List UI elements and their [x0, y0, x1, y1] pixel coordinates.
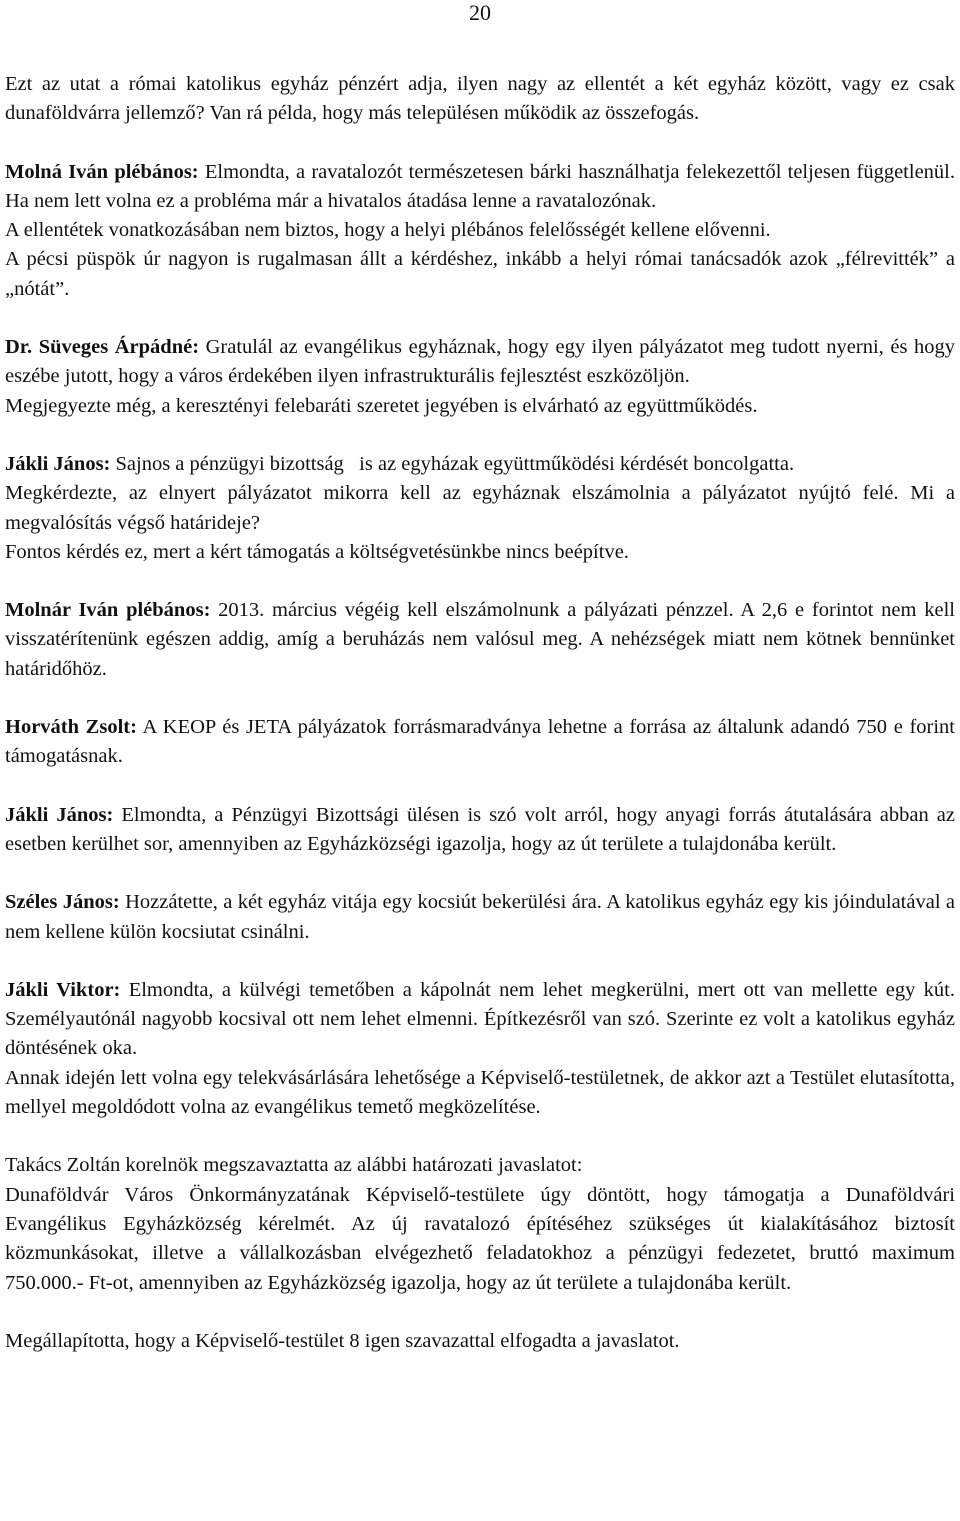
- paragraph-text: Elmondta, a Pénzügyi Bizottsági ülésen is szó volt arról, hogy anyagi forrás átutalására abban az esetben kerülhet sor, amennyiben az Egyházközségi igazolja, hogy az út területe a tulajdonába került.: [5, 803, 955, 855]
- paragraph: [5, 1327, 955, 1356]
- paragraph: [5, 245, 955, 304]
- speaker-name: Jákli János:: [5, 452, 111, 475]
- paragraph-text: Megállapította, hogy a Képviselő-testület 8 igen szavazattal elfogadta a javaslatot.: [5, 1329, 680, 1352]
- speaker-name: Jákli János:: [5, 803, 114, 826]
- paragraph: [5, 158, 955, 217]
- page-number: 20: [469, 0, 491, 25]
- paragraph-text: Elmondta, a külvégi temetőben a kápolnát nem lehet megkerülni, mert ott van mellette egy kút. Személyautónál nagyobb kocsival ott nem lehet elmenni. Építkezésről van szó. Szerinte ez volt a katolikus egyház döntésének oka.: [5, 978, 955, 1060]
- paragraph-text: Hozzátette, a két egyház vitája egy kocsiút bekerülési ára. A katolikus egyház egy kis jóindulatával a nem kellene külön kocsiutat csinálni.: [5, 891, 956, 943]
- paragraph-text: A ellentétek vonatkozásában nem biztos, hogy a helyi plébános felelősségét kellene elővenni.: [5, 219, 771, 242]
- resolution-text: [5, 1181, 955, 1298]
- paragraph: [5, 976, 955, 1064]
- paragraph: [5, 888, 955, 947]
- paragraph-text: Megkérdezte, az elnyert pályázatot mikorra kell az egyháznak elszámolnia a pályázatot nyújtó felé. Mi a megvalósítás végső határideje?: [5, 482, 955, 534]
- paragraph: [5, 450, 955, 479]
- paragraph-text: Gratulál az evangélikus egyháznak, hogy egy ilyen pályázatot meg tudott nyerni, és hogy eszébe jutott, hogy a város érdekében ilyen infrastrukturális fejlesztést eszközöljön.: [5, 336, 955, 388]
- paragraph-text: Takács Zoltán korelnök megszavaztatta az alábbi határozati javaslatot:: [5, 1154, 583, 1177]
- paragraph: [5, 1064, 955, 1123]
- paragraph-text: A KEOP és JETA pályázatok forrásmaradványa lehetne a forrása az általunk adandó 750 e forint támogatásnak.: [5, 716, 955, 768]
- paragraph: [5, 596, 955, 684]
- paragraph-text: Annak idején lett volna egy telekvásárlására lehetősége a Képviselő-testületnek, de akkor azt a Testület elutasította, mellyel megoldódott volna az evangélikus temető megközelítése.: [5, 1066, 955, 1119]
- paragraph: [5, 1151, 955, 1180]
- speaker-name: Horváth Zsolt:: [5, 716, 137, 739]
- document-body: [5, 70, 955, 1356]
- paragraph: [5, 479, 955, 538]
- paragraph: [5, 333, 955, 392]
- paragraph-text: Fontos kérdés ez, mert a kért támogatás a költségvetésünkbe nincs beépítve.: [5, 540, 629, 563]
- paragraph: [5, 801, 955, 860]
- speaker-name: Molná Iván plébános:: [5, 160, 199, 183]
- speaker-name: Széles János:: [5, 891, 120, 914]
- paragraph: [5, 70, 955, 129]
- speaker-name: Jákli Viktor:: [5, 978, 121, 1001]
- paragraph-text: Sajnos a pénzügyi bizottság is az egyházak együttműködési kérdését boncolgatta.: [110, 452, 795, 475]
- paragraph-text: A pécsi püspök úr nagyon is rugalmasan állt a kérdéshez, inkább a helyi római tanácsadók azok „félrevitték” a „nótát”.: [5, 248, 955, 300]
- paragraph: [5, 392, 955, 421]
- paragraph-text: Ezt az utat a római katolikus egyház pénzért adja, ilyen nagy az ellentét a két egyház között, vagy ez csak dunaföldvárra jellemző? Van rá példa, hogy más településen működik az összefogás.: [5, 73, 955, 125]
- paragraph: [5, 216, 955, 245]
- paragraph-text: 2013. március végéig kell elszámolnunk a pályázati pénzzel. A 2,6 e forintot nem kell visszatérítenünk egészen addig, amíg a beruházás nem valósul meg. A nehézségek miatt nem kötnek bennünket határidőhöz.: [5, 599, 955, 680]
- speaker-name: Molnár Iván plébános:: [5, 599, 211, 622]
- paragraph: [5, 538, 955, 567]
- paragraph-text: Elmondta, a ravatalozót természetesen bárki használhatja felekezettől teljesen függetlenül. Ha nem lett volna ez a probléma már a hivatalos átadása lenne a ravatalozónak.: [5, 160, 955, 212]
- speaker-name: Dr. Süveges Árpádné:: [5, 336, 200, 359]
- paragraph-text: Dunaföldvár Város Önkormányzatának Képviselő-testülete úgy döntött, hogy támogatja a Dunaföldvári Evangélikus Egyházközség kérelmét. Az új ravatalozó építéséhez szükséges út kialakításához biztosít közmunkásokat, illetve a vállalkozásban elvégezhető feladatokhoz a pénzügyi fedezetet, bruttó maximum 750.000.- Ft-ot, amennyiben az Egyházközség igazolja, hogy az út területe a tulajdonába került.: [5, 1183, 955, 1294]
- paragraph-text: Megjegyezte még, a keresztényi felebaráti szeretet jegyében is elvárható az együttműködés.: [5, 394, 758, 417]
- paragraph: [5, 713, 955, 772]
